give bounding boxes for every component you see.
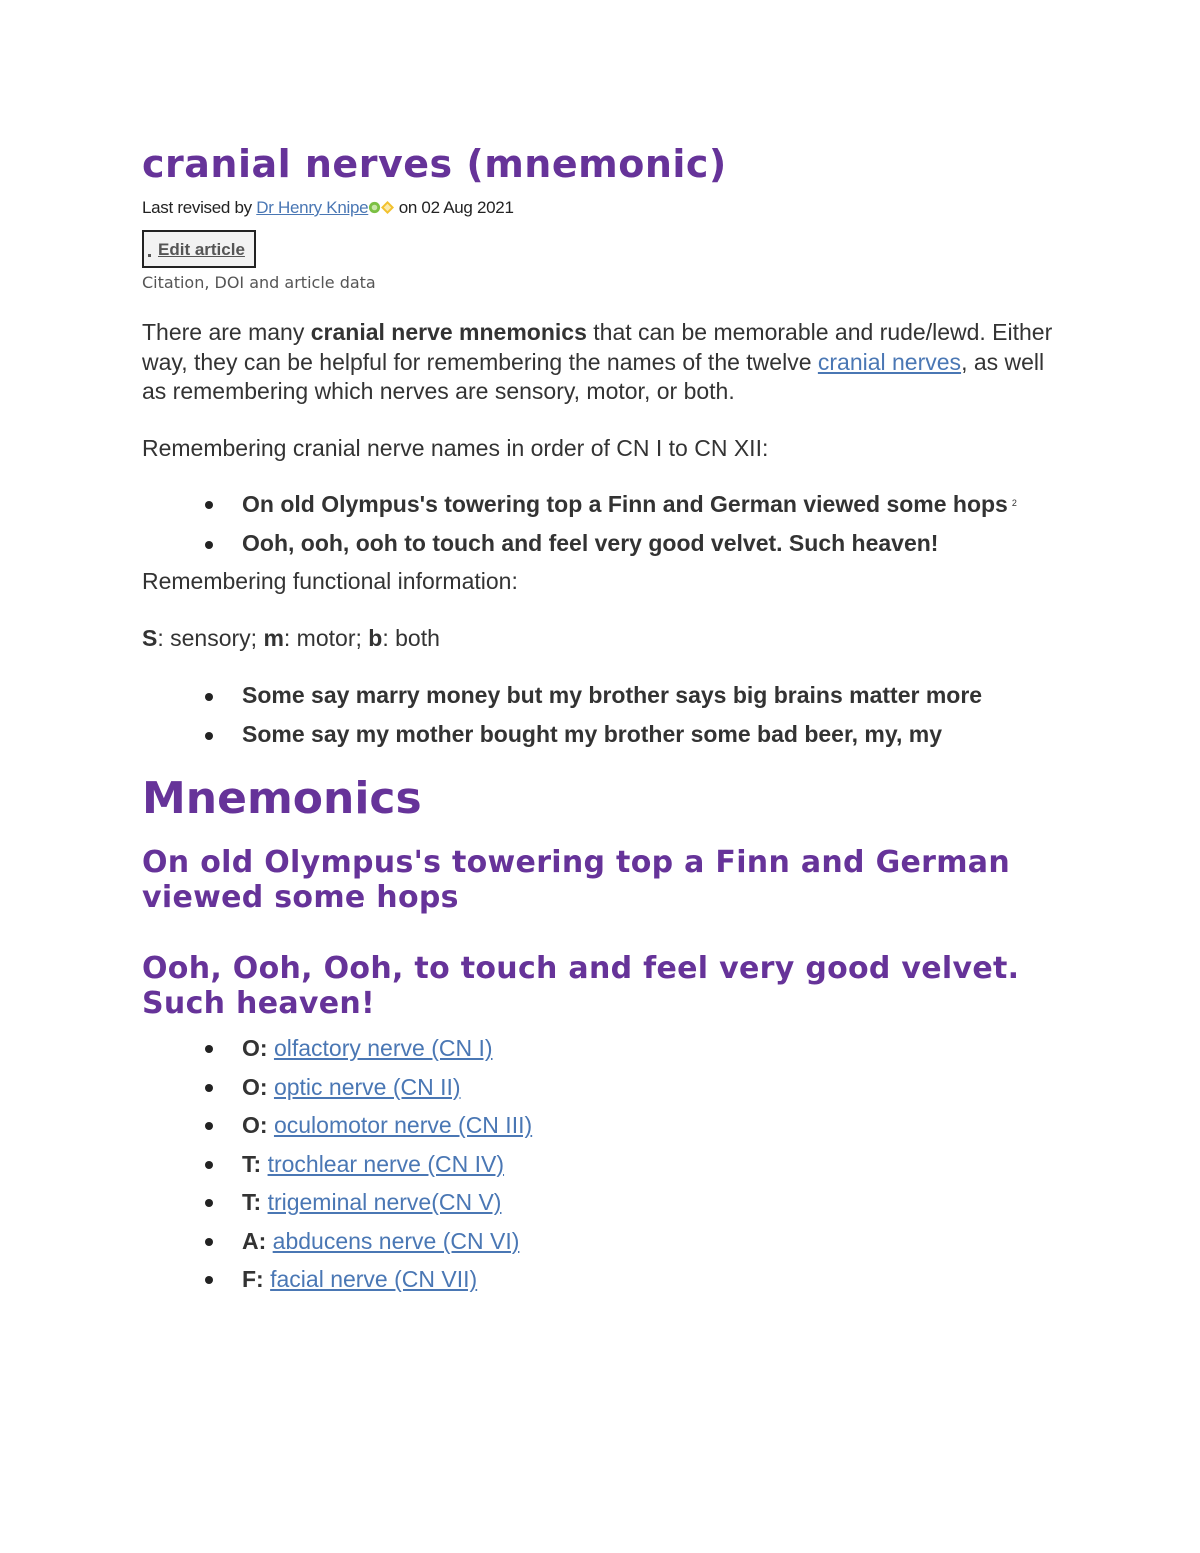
- nerve-link[interactable]: trigeminal nerve(CN V): [267, 1189, 502, 1215]
- nerve-link[interactable]: abducens nerve (CN VI): [272, 1227, 520, 1254]
- bullet-icon: [205, 693, 213, 701]
- nerve-link[interactable]: trochlear nerve (CN IV): [267, 1150, 505, 1177]
- legend-s-text: : sensory;: [157, 624, 264, 651]
- bullet-icon: [205, 1122, 213, 1130]
- bullet-icon: [205, 732, 213, 740]
- nerve-letter: F:: [242, 1266, 264, 1292]
- revision-date: on 02 Aug 2021: [394, 198, 514, 217]
- bullet-icon: [205, 1199, 213, 1207]
- bullet-icon: [205, 541, 213, 549]
- nerve-link[interactable]: optic nerve (CN II): [273, 1073, 461, 1100]
- nerve-letter: T:: [242, 1189, 262, 1215]
- gold-diamond-icon: [381, 201, 394, 214]
- legend-b-text: : both: [382, 624, 440, 651]
- bullet-icon: [205, 1238, 213, 1246]
- nerve-letter: T:: [242, 1150, 262, 1177]
- legend-b: b: [368, 624, 383, 651]
- function-legend: [142, 624, 1062, 654]
- mnemonic-text: Some say my mother bought my brother some bad beer, my, my: [242, 720, 942, 747]
- function-mnemonic-list: [142, 681, 1062, 749]
- green-badge-icon: [368, 201, 381, 214]
- list-item: [142, 1222, 1062, 1261]
- list-item: [142, 1145, 1062, 1184]
- intro-text-1: There are many: [142, 319, 311, 345]
- nerve-letter: O:: [242, 1073, 268, 1100]
- mnemonic-subheading-1: On old Olympus's towering top a Finn and German viewed some hops: [142, 845, 1011, 915]
- bullet-icon: [205, 1084, 213, 1092]
- legend-m: m: [263, 624, 284, 651]
- mnemonics-heading: Mnemonics: [142, 773, 422, 824]
- nerve-link[interactable]: oculomotor nerve (CN III): [273, 1112, 533, 1138]
- revision-info: [142, 196, 1062, 220]
- mnemonic-text: Ooh, ooh, ooh to touch and feel very good velvet. Such heaven!: [242, 529, 939, 556]
- order-heading: Remembering cranial nerve names in order of CN I to CN XII:: [142, 434, 769, 461]
- edit-article-button[interactable]: Edit article: [142, 230, 256, 268]
- bullet-icon: [205, 1276, 213, 1284]
- cranial-nerves-link[interactable]: cranial nerves: [817, 348, 962, 375]
- legend-m-text: : motor;: [283, 624, 369, 651]
- list-item: [142, 1183, 1062, 1222]
- list-item: [142, 1260, 1062, 1299]
- revision-prefix: Last revised by: [142, 198, 257, 217]
- list-item: [142, 720, 1062, 750]
- bullet-icon: [205, 1045, 213, 1053]
- mnemonic-text: Some say marry money but my brother says big brains matter more: [242, 682, 983, 708]
- list-item: [142, 1106, 1062, 1145]
- list-item: [142, 1029, 1062, 1068]
- mnemonic-subheading-2: Ooh, Ooh, Ooh, to touch and feel very good velvet. Such heaven!: [142, 951, 1020, 1021]
- function-heading: Remembering functional information:: [142, 568, 518, 594]
- bullet-icon: [205, 1161, 213, 1169]
- list-item: [142, 489, 1062, 520]
- legend-s: S: [142, 624, 158, 651]
- nerve-letter: O:: [242, 1112, 268, 1138]
- nerve-link[interactable]: facial nerve (CN VII): [270, 1266, 478, 1292]
- list-item: [142, 529, 1062, 559]
- intro-text-2: that can be memorable and rude/lewd. Either way, they can be helpful for remembering the names of the twelve: [142, 319, 1053, 375]
- list-item: [142, 681, 1062, 711]
- nerve-link[interactable]: olfactory nerve (CN I): [273, 1035, 493, 1061]
- order-mnemonic-list: [142, 489, 1062, 558]
- list-item: [142, 1068, 1062, 1107]
- intro-paragraph: [142, 318, 1062, 407]
- nerve-letter: O:: [242, 1035, 268, 1061]
- nerve-letter: A:: [242, 1227, 267, 1254]
- citation-link[interactable]: Citation, DOI and article data: [142, 273, 376, 292]
- author-link[interactable]: Dr Henry Knipe: [256, 198, 369, 217]
- article-content: [142, 138, 1062, 1299]
- bullet-icon: [205, 501, 213, 509]
- intro-bold: cranial nerve mnemonics: [310, 319, 587, 345]
- intro-text-3: , as well as remembering which nerves are sensory, motor, or both.: [142, 348, 1045, 404]
- nerve-list: [142, 1029, 1062, 1299]
- reference-marker[interactable]: 2: [1011, 498, 1017, 508]
- article-title: cranial nerves (mnemonic): [142, 142, 727, 186]
- mnemonic-text: On old Olympus's towering top a Finn and German viewed some hops: [242, 491, 1008, 517]
